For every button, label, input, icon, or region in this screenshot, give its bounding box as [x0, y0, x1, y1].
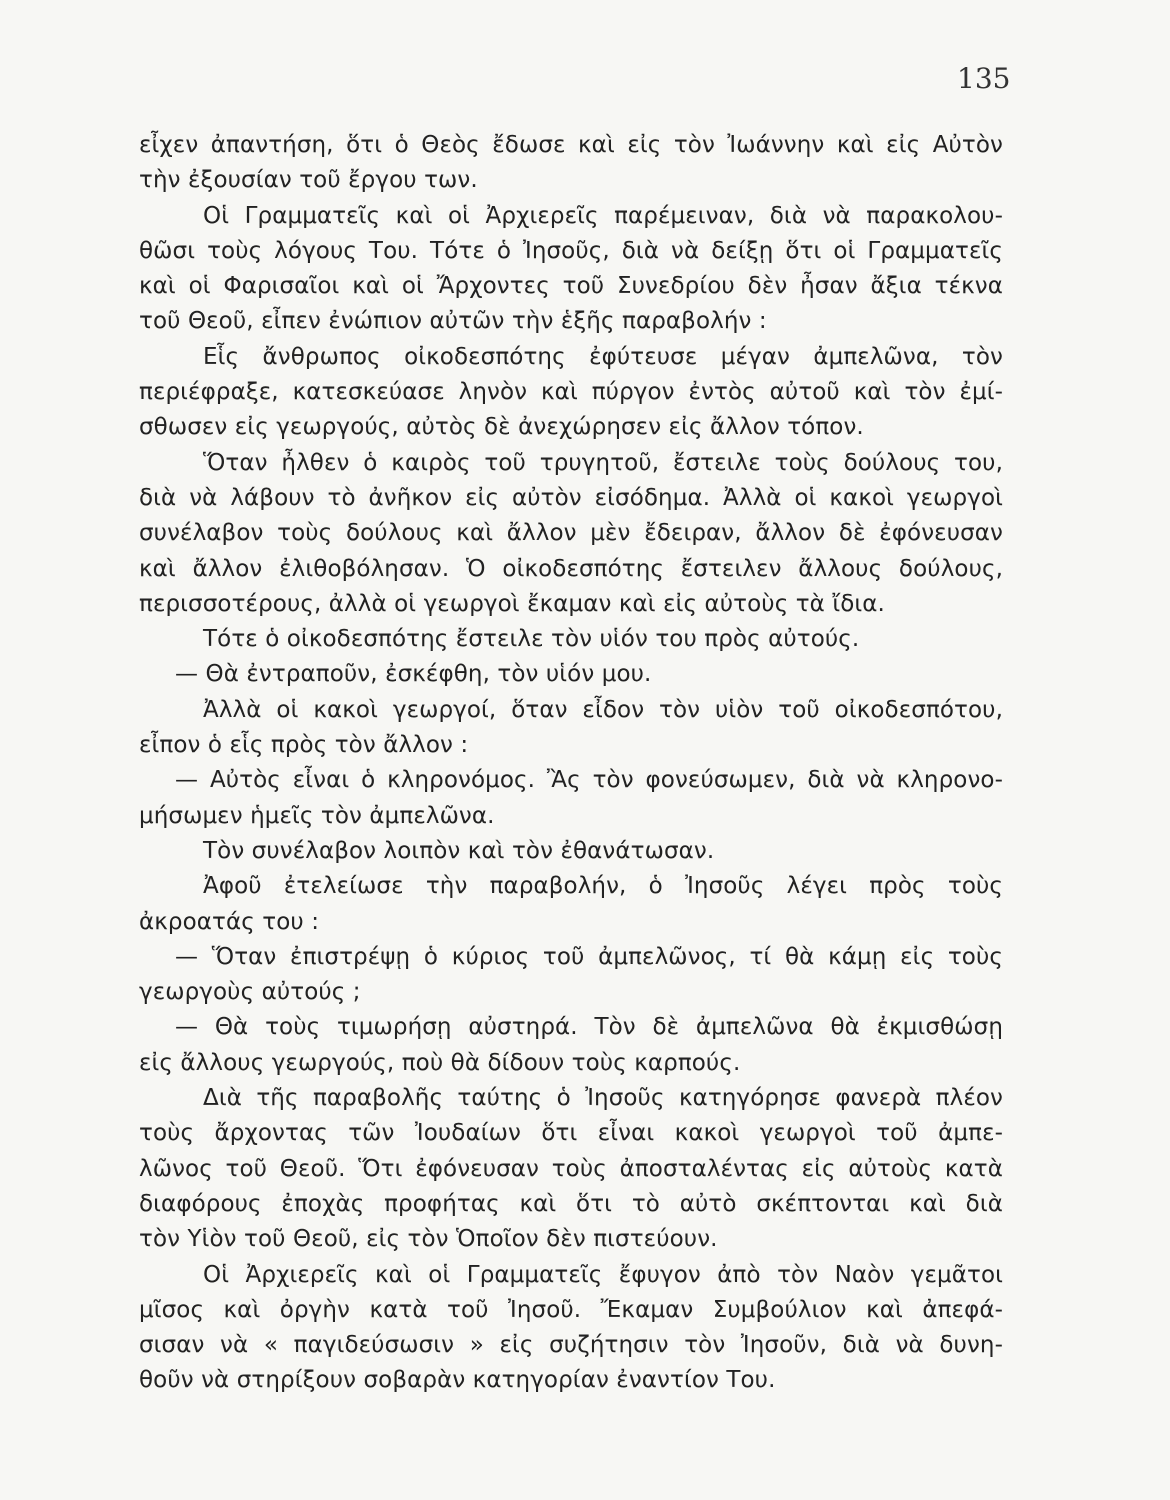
text-line: γεωργοὺς αὐτούς ;: [139, 979, 361, 1006]
text-line: τὴν ἐξουσίαν τοῦ ἔργου των.: [139, 167, 478, 194]
text-line: εἶπον ὁ εἷς πρὸς τὸν ἄλλον :: [139, 732, 469, 759]
text-line: εἶχεν ἀπαντήση, ὅτι ὁ Θεὸς ἔδωσε καὶ εἰς τὸν Ἰωάννην καὶ εἰς Αὐτὸν: [139, 132, 1003, 158]
text-line: Ὅταν ἦλθεν ὁ καιρὸς τοῦ τρυγητοῦ, ἔστειλε τοὺς δούλους του,: [203, 449, 1003, 476]
text-line: θῶσι τοὺς λόγους Του. Τότε ὁ Ἰησοῦς, διὰ νὰ δείξῃ ὅτι οἱ Γραμματεῖς: [139, 237, 1003, 264]
text-line: Εἷς ἄνθρωπος οἰκοδεσπότης ἐφύτευσε μέγαν ἀμπελῶνα, τὸν: [203, 343, 1003, 370]
text-line: καὶ ἄλλον ἐλιθοβόλησαν. Ὁ οἰκοδεσπότης ἔστειλεν ἄλλους δούλους,: [139, 555, 1003, 582]
text-line: Τότε ὁ οἰκοδεσπότης ἔστειλε τὸν υἱόν του πρὸς αὐτούς.: [203, 626, 860, 653]
text-line: περισσοτέρους, ἀλλὰ οἱ γεωργοὶ ἔκαμαν καὶ εἰς αὐτοὺς τὰ ἴδια.: [139, 590, 885, 617]
text-line: Τὸν συνέλαβον λοιπὸν καὶ τὸν ἐθανάτωσαν.: [203, 837, 715, 864]
text-line: — Αὐτὸς εἶναι ὁ κληρονόμος. Ἂς τὸν φονεύσωμεν, διὰ νὰ κληρονο-: [175, 767, 1003, 794]
text-line: μῖσος καὶ ὀργὴν κατὰ τοῦ Ἰησοῦ. Ἔκαμαν Συμβούλιον καὶ ἀπεφά-: [139, 1296, 1003, 1323]
text-line: Οἱ Ἀρχιερεῖς καὶ οἱ Γραμματεῖς ἔφυγον ἀπὸ τὸν Ναὸν γεμᾶτοι: [203, 1261, 1003, 1288]
text-line: τὸν Υἱὸν τοῦ Θεοῦ, εἰς τὸν Ὁποῖον δὲν πιστεύουν.: [139, 1226, 718, 1253]
text-line: — Θὰ τοὺς τιμωρήσῃ αὐστηρά. Τὸν δὲ ἀμπελῶνα θὰ ἐκμισθώσῃ: [175, 1014, 1003, 1041]
text-line: ἀκροατάς του :: [139, 908, 320, 935]
text-line: — Θὰ ἐντραποῦν, ἐσκέφθη, τὸν υἱόν μου.: [175, 661, 652, 688]
text-line: Διὰ τῆς παραβολῆς ταύτης ὁ Ἰησοῦς κατηγόρησε φανερὰ πλέον: [203, 1085, 1003, 1112]
text-line: — Ὅταν ἐπιστρέψῃ ὁ κύριος τοῦ ἀμπελῶνος, τί θὰ κάμῃ εἰς τοὺς: [175, 943, 1003, 970]
text-line: Οἱ Γραμματεῖς καὶ οἱ Ἀρχιερεῖς παρέμειναν, διὰ νὰ παρακολου-: [203, 202, 1003, 229]
text-line: εἰς ἄλλους γεωργούς, ποὺ θὰ δίδουν τοὺς καρπούς.: [139, 1049, 741, 1076]
text-line: σθωσεν εἰς γεωργούς, αὐτὸς δὲ ἀνεχώρησεν εἰς ἄλλον τόπον.: [139, 414, 864, 441]
text-line: τοὺς ἄρχοντας τῶν Ἰουδαίων ὅτι εἶναι κακοὶ γεωργοὶ τοῦ ἀμπε-: [139, 1120, 1003, 1147]
text-line: καὶ οἱ Φαρισαῖοι καὶ οἱ Ἄρχοντες τοῦ Συνεδρίου δὲν ἦσαν ἄξια τέκνα: [139, 273, 1003, 300]
text-line: λῶνος τοῦ Θεοῦ. Ὅτι ἐφόνευσαν τοὺς ἀποσταλέντας εἰς αὐτοὺς κατὰ: [139, 1155, 1003, 1182]
text-line: περιέφραξε, κατεσκεύασε ληνὸν καὶ πύργον ἐντὸς αὐτοῦ καὶ τὸν ἐμί-: [139, 379, 1003, 406]
page-number: 135: [957, 62, 1011, 95]
text-line: θοῦν νὰ στηρίξουν σοβαρὰν κατηγορίαν ἐναντίον Του.: [139, 1367, 776, 1394]
page-text: [139, 128, 1003, 1399]
text-line: Ἀλλὰ οἱ κακοὶ γεωργοί, ὅταν εἶδον τὸν υἱὸν τοῦ οἰκοδεσπότου,: [203, 696, 1003, 723]
text-line: τοῦ Θεοῦ, εἶπεν ἐνώπιον αὐτῶν τὴν ἑξῆς παραβολήν :: [139, 308, 767, 335]
text-line: διαφόρους ἐποχὰς προφήτας καὶ ὅτι τὸ αὐτὸ σκέπτονται καὶ διὰ: [139, 1190, 1003, 1217]
text-line: συνέλαβον τοὺς δούλους καὶ ἄλλον μὲν ἔδειραν, ἄλλον δὲ ἐφόνευσαν: [139, 520, 1003, 547]
text-line: μήσωμεν ἡμεῖς τὸν ἀμπελῶνα.: [139, 802, 495, 829]
text-line: διὰ νὰ λάβουν τὸ ἀνῆκον εἰς αὐτὸν εἰσόδημα. Ἀλλὰ οἱ κακοὶ γεωργοὶ: [139, 484, 1003, 511]
text-line: σισαν νὰ « παγιδεύσωσιν » εἰς συζήτησιν τὸν Ἰησοῦν, διὰ νὰ δυνη-: [139, 1332, 1003, 1359]
text-line: Ἀφοῦ ἐτελείωσε τὴν παραβολήν, ὁ Ἰησοῦς λέγει πρὸς τοὺς: [203, 873, 1003, 900]
